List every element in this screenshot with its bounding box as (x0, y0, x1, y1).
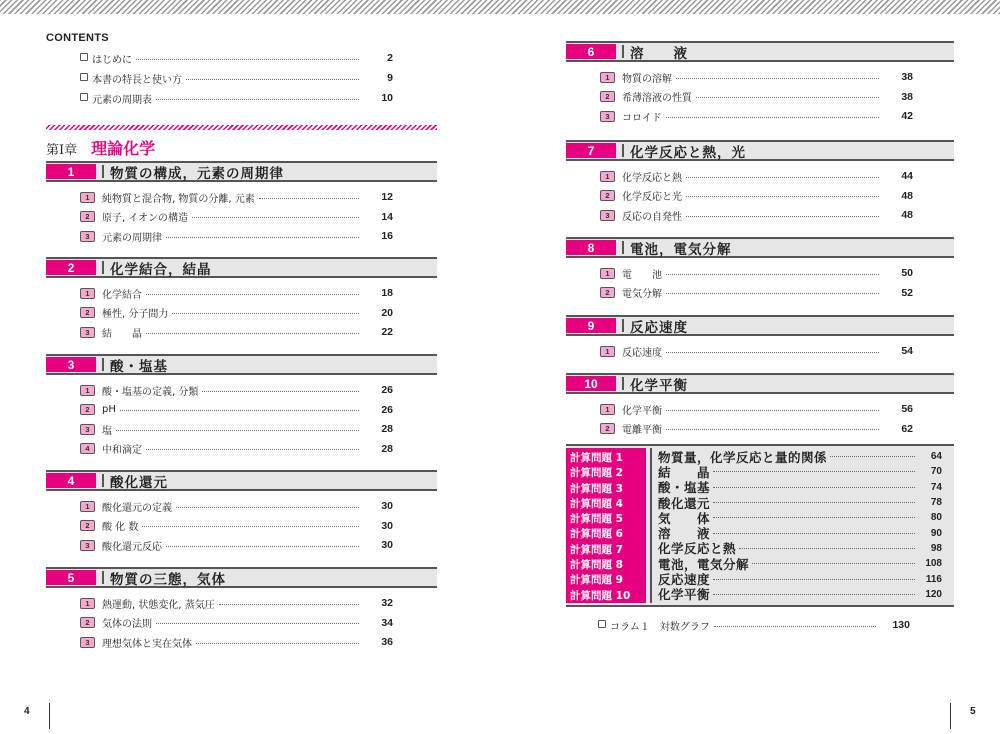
entry-label: はじめに (92, 54, 132, 66)
folio-rule-left (49, 703, 50, 729)
entry-page: 48 (901, 209, 913, 221)
toc-entry[interactable] (600, 421, 913, 437)
checkbox-square-icon (80, 73, 88, 81)
toc-entry[interactable] (600, 168, 913, 184)
entry-page: 26 (381, 403, 393, 416)
leader-dots (116, 430, 359, 431)
entry-page: 78 (930, 497, 942, 509)
toc-entry[interactable] (80, 441, 393, 457)
leader-dots (196, 643, 359, 644)
leader-dots (186, 79, 359, 80)
book-number-icon: 1 (600, 171, 615, 182)
entry-page: 108 (925, 558, 942, 570)
section-title: 物質の三態，気体 (110, 571, 226, 588)
entry-page: 2 (387, 52, 393, 64)
top-hatch-band (0, 0, 1000, 14)
toc-entry[interactable] (80, 615, 393, 631)
section-number-badge: 8 (566, 240, 616, 255)
section-title: 化学平衡 (630, 377, 688, 394)
leader-dots (120, 410, 359, 411)
leader-dots (666, 117, 879, 118)
book-number-icon: 2 (600, 91, 615, 102)
section-number-badge: 9 (566, 318, 616, 333)
entry-label: 極性, 分子間力 (102, 309, 169, 320)
entry-page: 14 (381, 210, 393, 223)
divider-bar (622, 319, 624, 332)
leader-dots (146, 294, 359, 295)
section-number-badge: 2 (46, 260, 96, 275)
entry-page: 30 (381, 539, 393, 551)
toc-entry[interactable] (80, 285, 393, 301)
entry-page: 120 (925, 588, 942, 600)
book-number-icon: 3 (80, 637, 95, 648)
divider-bar (102, 571, 104, 584)
entry-page: 10 (381, 92, 393, 104)
leader-dots (219, 604, 359, 605)
entry-page: 74 (930, 481, 942, 493)
toc-entry[interactable] (80, 518, 393, 534)
entry-label: 塩 (102, 425, 112, 437)
chapter-heading (46, 136, 155, 159)
section-title: 化学結合，結晶 (110, 261, 212, 278)
entry-label: 本書の特長と使い方 (92, 74, 182, 86)
calc-problem-label: 計算問題 8 (570, 559, 623, 572)
toc-entry-front[interactable] (80, 50, 393, 66)
toc-entry[interactable] (600, 343, 913, 359)
toc-entry[interactable] (600, 188, 913, 204)
entry-page: 90 (930, 527, 942, 539)
page-number-left: 4 (24, 706, 30, 717)
section-title: 反応速度 (630, 319, 688, 336)
entry-label: 化学平衡 (658, 587, 711, 603)
toc-entry[interactable] (600, 285, 913, 301)
leader-dots (713, 533, 915, 534)
entry-label: 気 体 (658, 510, 711, 526)
entry-label: 酸化還元 (658, 495, 711, 511)
book-number-icon: 1 (80, 598, 95, 609)
entry-page: 32 (381, 597, 393, 609)
leader-dots (714, 626, 876, 627)
entry-page: 48 (901, 189, 913, 202)
book-number-icon: 3 (600, 111, 615, 122)
calc-problem-label: 計算問題 3 (570, 482, 623, 495)
entry-label: コラム１ 対数グラフ (610, 621, 710, 633)
leader-dots (686, 216, 879, 217)
entry-page: 30 (381, 500, 393, 512)
leader-dots (752, 563, 915, 564)
entry-label: 元素の周期表 (92, 94, 152, 106)
leader-dots (713, 594, 915, 595)
entry-page: 18 (381, 287, 393, 299)
leader-dots (696, 97, 879, 98)
leader-dots (166, 237, 359, 238)
toc-entry[interactable] (80, 382, 393, 398)
section-header-4[interactable] (46, 470, 437, 491)
toc-entry[interactable] (80, 209, 393, 225)
section-title: 酸化還元 (110, 474, 168, 491)
section-number-badge: 3 (46, 357, 96, 372)
entry-label: 熱運動, 状態変化, 蒸気圧 (102, 599, 215, 611)
section-title: 化学反応と熱，光 (630, 144, 746, 161)
leader-dots (739, 548, 915, 549)
entry-label: 酸化還元反応 (102, 541, 162, 553)
leader-dots (686, 196, 879, 197)
leader-dots (713, 579, 915, 580)
entry-page: 52 (901, 286, 913, 299)
toc-entry[interactable] (80, 324, 393, 340)
section-title: 溶 液 (630, 45, 688, 62)
book-number-icon: 1 (600, 404, 615, 415)
section-number-badge: 7 (566, 143, 616, 158)
divider-bar (102, 474, 104, 487)
book-number-icon: 4 (80, 443, 95, 454)
book-number-icon: 2 (80, 211, 95, 222)
section-title: 酸・塩基 (110, 358, 168, 375)
entry-page: 38 (901, 90, 913, 103)
leader-dots (713, 471, 915, 472)
entry-label: 酸・塩基 (658, 480, 711, 496)
section-header-8[interactable] (566, 237, 954, 258)
entry-page: 20 (381, 306, 393, 319)
entry-label: 酸 化 数 (102, 522, 139, 533)
chapter-number: 第Ⅰ章 (46, 143, 78, 158)
leader-dots (713, 487, 915, 488)
entry-label: 元素の周期律 (102, 232, 162, 244)
toc-entry[interactable] (80, 537, 393, 553)
toc-entry[interactable] (600, 89, 913, 105)
toc-entry[interactable] (80, 189, 393, 205)
calc-problem-labels (566, 448, 646, 603)
entry-label: 希薄溶液の性質 (622, 93, 692, 104)
calc-problem-label: 計算問題 4 (570, 497, 623, 510)
entry-page: 54 (901, 345, 913, 357)
entry-label: 結 晶 (102, 328, 142, 340)
toc-entry[interactable] (600, 207, 913, 223)
section-header-6[interactable] (566, 41, 954, 62)
entry-page: 44 (901, 170, 913, 182)
divider-bar (650, 448, 652, 603)
entry-page: 28 (381, 423, 393, 435)
entry-label: 電離平衡 (622, 425, 662, 436)
leader-dots (156, 99, 359, 100)
book-number-icon: 3 (80, 424, 95, 435)
divider-bar (102, 261, 104, 274)
toc-entry[interactable] (600, 108, 913, 124)
book-number-icon: 1 (80, 501, 95, 512)
entry-label: 電気分解 (622, 289, 662, 300)
leader-dots (166, 546, 359, 547)
section-header-10[interactable] (566, 373, 954, 394)
checkbox-square-icon (598, 620, 606, 628)
entry-page: 28 (381, 442, 393, 455)
entry-page: 98 (930, 542, 942, 554)
entry-label: 原子, イオンの構造 (102, 213, 189, 224)
leader-dots (666, 429, 879, 430)
section-header-3[interactable] (46, 354, 437, 375)
entry-label: 化学反応と光 (622, 192, 682, 203)
section-title: 物質の構成，元素の周期律 (110, 165, 284, 182)
leader-dots (666, 352, 879, 353)
book-number-icon: 2 (80, 617, 95, 628)
entry-label: 反応速度 (622, 347, 662, 359)
leader-dots (666, 293, 879, 294)
entry-label: 電池，電気分解 (658, 556, 750, 572)
leader-dots (676, 78, 879, 79)
leader-dots (192, 217, 359, 218)
divider-bar (622, 144, 624, 157)
toc-entry[interactable] (600, 265, 913, 281)
entry-page: 42 (901, 110, 913, 122)
section-title: 電池，電気分解 (630, 241, 732, 258)
entry-label: 酸・塩基の定義, 分類 (102, 386, 199, 398)
leader-dots (713, 517, 915, 518)
section-header-7[interactable] (566, 140, 954, 161)
chapter-hatch-divider (46, 125, 437, 130)
entry-page: 38 (901, 71, 913, 83)
section-number-badge: 4 (46, 473, 96, 488)
entry-page: 80 (930, 512, 942, 524)
page-number-right: 5 (970, 706, 976, 717)
entry-label: 理想気体と実在気体 (102, 638, 192, 650)
section-number-badge: 1 (46, 164, 96, 179)
entry-page: 130 (892, 619, 910, 631)
toc-entry-front[interactable] (80, 90, 393, 106)
calc-problem-label: 計算問題 9 (570, 574, 623, 587)
book-number-icon: 1 (600, 72, 615, 83)
entry-label: pH (102, 404, 116, 415)
calc-problem-entry[interactable] (658, 587, 942, 602)
entry-label: 物質の溶解 (622, 73, 672, 85)
book-number-icon: 2 (80, 307, 95, 318)
entry-label: 結 晶 (658, 464, 711, 480)
leader-dots (713, 502, 915, 503)
entry-label: 反応速度 (658, 572, 711, 588)
entry-page: 50 (901, 267, 913, 279)
divider-bar (622, 377, 624, 390)
toc-entry[interactable] (80, 402, 393, 418)
entry-page: 70 (930, 466, 942, 478)
calc-problems-box (566, 444, 954, 607)
book-number-icon: 3 (80, 327, 95, 338)
book-number-icon: 2 (600, 423, 615, 434)
entry-page: 9 (387, 72, 393, 84)
leader-dots (830, 456, 915, 457)
entry-page: 36 (381, 636, 393, 648)
section-header-2[interactable] (46, 257, 437, 278)
entry-page: 22 (381, 326, 393, 338)
entry-page: 30 (381, 519, 393, 532)
leader-dots (202, 391, 359, 392)
toc-entry[interactable] (80, 634, 393, 650)
entry-page: 62 (901, 422, 913, 435)
calc-problem-label: 計算問題 7 (570, 543, 623, 556)
contents-heading: CONTENTS (46, 32, 109, 44)
toc-entry[interactable] (80, 305, 393, 321)
section-header-9[interactable] (566, 315, 954, 336)
section-number-badge: 5 (46, 570, 96, 585)
divider-bar (102, 358, 104, 371)
book-number-icon: 3 (80, 540, 95, 551)
book-number-icon: 2 (600, 287, 615, 298)
folio-rule-right (950, 703, 951, 729)
leader-dots (146, 449, 359, 450)
entry-page: 34 (381, 616, 393, 629)
checkbox-square-icon (80, 53, 88, 61)
toc-entry[interactable] (80, 595, 393, 611)
divider-bar (102, 165, 104, 178)
chapter-title: 理論化学 (91, 139, 156, 158)
entry-page: 12 (381, 191, 393, 203)
checkbox-square-icon (80, 93, 88, 101)
entry-page: 16 (381, 230, 393, 242)
toc-entry-front[interactable] (80, 70, 393, 86)
calc-problem-label: 計算問題 10 (570, 589, 631, 602)
book-number-icon: 3 (80, 231, 95, 242)
entry-label: 化学反応と熱 (622, 172, 682, 184)
entry-label: 純物質と混合物, 物質の分離, 元素 (102, 193, 255, 205)
leader-dots (172, 313, 359, 314)
entry-label: 化学平衡 (622, 405, 662, 417)
entry-label: 物質量，化学反応と量的関係 (658, 449, 828, 465)
entry-label: 中和滴定 (102, 445, 142, 456)
calc-problem-label: 計算問題 5 (570, 513, 623, 526)
entry-label: 気体の法則 (102, 619, 152, 630)
leader-dots (146, 333, 359, 334)
leader-dots (176, 507, 359, 508)
entry-label: 溶 液 (658, 526, 711, 542)
leader-dots (142, 526, 359, 527)
calc-problem-label: 計算問題 6 (570, 528, 623, 541)
book-number-icon: 1 (80, 288, 95, 299)
calc-problem-label: 計算問題 1 (570, 452, 623, 464)
book-number-icon: 1 (600, 268, 615, 279)
entry-label: 化学結合 (102, 289, 142, 301)
book-number-icon: 1 (80, 385, 95, 396)
entry-label: コロイド (622, 112, 662, 124)
leader-dots (259, 198, 359, 199)
entry-label: 酸化還元の定義 (102, 502, 172, 514)
entry-page: 56 (901, 403, 913, 415)
section-number-badge: 6 (566, 44, 616, 59)
calc-problem-items (658, 446, 954, 605)
book-number-icon: 3 (600, 210, 615, 221)
book-number-icon: 1 (600, 346, 615, 357)
book-number-icon: 2 (600, 190, 615, 201)
toc-entry-column[interactable] (598, 617, 910, 633)
book-number-icon: 2 (80, 404, 95, 415)
entry-label: 電 池 (622, 269, 662, 281)
calc-problem-label: 計算問題 2 (570, 467, 623, 480)
entry-label: 反応の自発性 (622, 211, 682, 223)
leader-dots (156, 623, 359, 624)
section-number-badge: 10 (566, 376, 616, 391)
divider-bar (622, 45, 624, 58)
leader-dots (136, 59, 359, 60)
toc-entry[interactable] (80, 228, 393, 244)
section-header-1[interactable] (46, 161, 437, 182)
entry-page: 26 (381, 384, 393, 396)
leader-dots (666, 410, 879, 411)
toc-entry[interactable] (80, 498, 393, 514)
toc-entry[interactable] (600, 401, 913, 417)
toc-entry[interactable] (600, 69, 913, 85)
entry-page: 116 (925, 573, 942, 585)
entry-page: 64 (930, 451, 942, 463)
book-number-icon: 1 (80, 192, 95, 203)
entry-label: 化学反応と熱 (658, 541, 737, 557)
divider-bar (622, 241, 624, 254)
section-header-5[interactable] (46, 567, 437, 588)
leader-dots (666, 274, 879, 275)
leader-dots (686, 177, 879, 178)
book-number-icon: 2 (80, 520, 95, 531)
toc-entry[interactable] (80, 421, 393, 437)
